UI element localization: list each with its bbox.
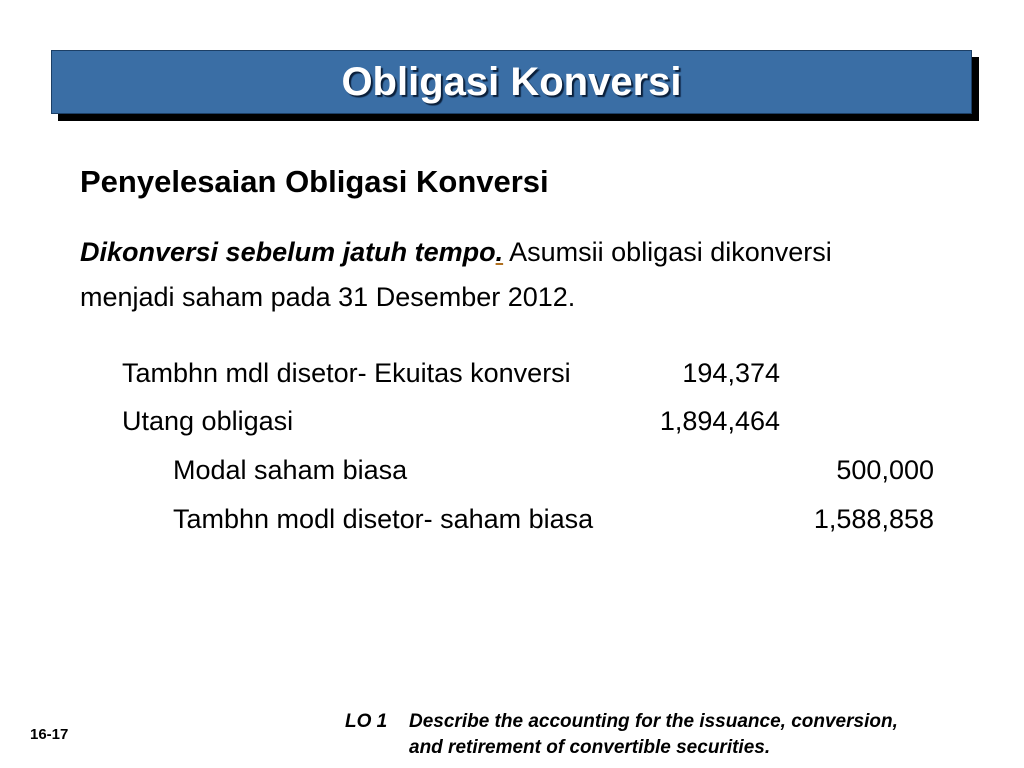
journal-credit-3: 500,000 (836, 455, 934, 485)
lo-line-1: Describe the accounting for the issuance, conversion, (409, 711, 898, 732)
journal-account-3: Modal saham biasa (173, 455, 408, 485)
title-bar (51, 50, 972, 114)
section-heading: Penyelesaian Obligasi Konversi (80, 164, 549, 199)
journal-credit-4: 1,588,858 (813, 504, 934, 534)
slide-title: Obligasi Konversi (341, 59, 682, 104)
intro-line-1 (80, 230, 980, 275)
lo-line-2: and retirement of convertible securities. (409, 737, 771, 758)
intro-punct: . (495, 237, 504, 267)
journal-account-1: Tambhn mdl disetor- Ekuitas konversi (122, 358, 571, 388)
intro-paragraph (80, 230, 980, 320)
lo-tag: LO 1 (345, 711, 388, 732)
intro-line-2: menjadi saham pada 31 Desember 2012. (80, 282, 576, 312)
journal-account-4: Tambhn modl disetor- saham biasa (173, 504, 594, 534)
journal-debit-1: 194,374 (682, 358, 780, 388)
intro-rest-line1: Asumsii obligasi dikonversi (509, 237, 832, 267)
page-number: 16-17 (30, 726, 69, 743)
lo-text (409, 709, 1024, 761)
journal-account-2: Utang obligasi (122, 406, 294, 436)
journal-debit-2: 1,894,464 (659, 406, 780, 436)
intro-italic: Dikonversi sebelum jatuh tempo (80, 237, 496, 267)
